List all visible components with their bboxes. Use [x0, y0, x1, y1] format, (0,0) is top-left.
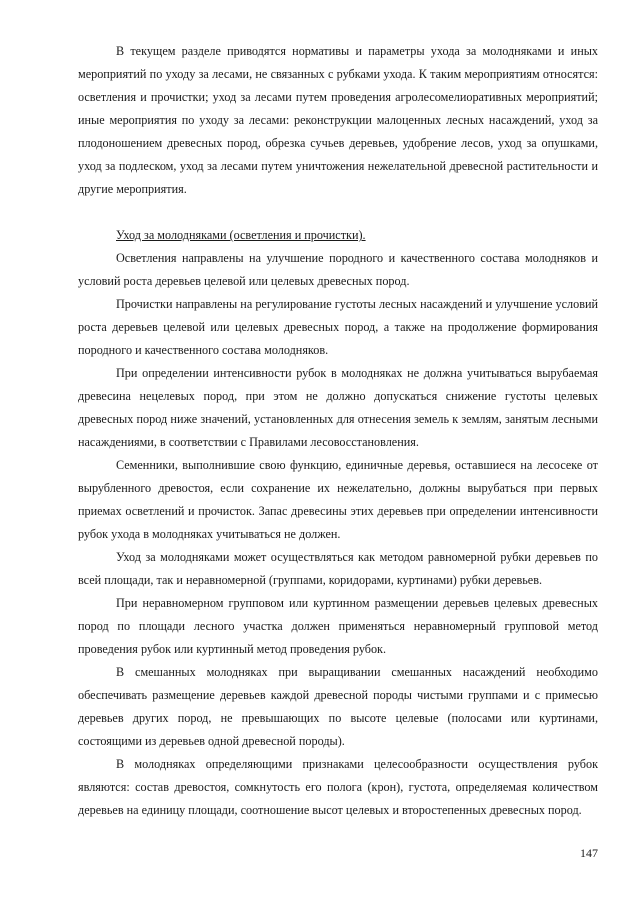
paragraph-smeshannye: В смешанных молодняках при выращивании смешанных насаждений необходимо обеспечивать размещение деревьев каждой древесной породы чистыми группами и с примесью деревьев других пород, не превышающих по высоте целевые (полосами или куртинами, состоящими из деревьев одной древесной породы). [78, 665, 598, 748]
paragraph-intensivnost: При определении интенсивности рубок в молодняках не должна учитываться вырубаемая древесина нецелевых пород, при этом не должно допускаться снижение густоты целевых древесных пород ниже значений, установленных для отнесения земель к землям, занятым лесными насаждениями, в соответствии с Правилами лесовосстановления. [78, 366, 598, 449]
page-number: 147 [580, 846, 598, 860]
paragraph-priznaki: В молодняках определяющими признаками целесообразности осуществления рубок являются: состав древостоя, сомкнутость его полога (крон), густота, определяемая количеством деревьев на единицу площади, соотношение высот целевых и второстепенных древесных пород. [78, 757, 598, 817]
paragraph-semenniki: Семенники, выполнившие свою функцию, единичные деревья, оставшиеся на лесосеке от вырубленного древостоя, если сохранение их нежелательно, должны вырубаться при первых приемах осветлений и прочисток. Запас древесины этих деревьев при определении интенсивности рубок ухода в молодняках учитываться не должен. [78, 458, 598, 541]
paragraph-metod-rubki: Уход за молодняками может осуществляться как методом равномерной рубки деревьев по всей площади, так и неравномерной (группами, коридорами, куртинами) рубки деревьев. [78, 550, 598, 587]
paragraph-prochistki: Прочистки направлены на регулирование густоты лесных насаждений и улучшение условий роста деревьев целевой или целевых древесных пород, а также на продолжение формирования породного и качественного состава молодняков. [78, 297, 598, 357]
document-body [78, 40, 598, 822]
section-heading-row [78, 224, 598, 247]
paragraph-intro: В текущем разделе приводятся нормативы и параметры ухода за молодняками и иных мероприятий по уходу за лесами, не связанных с рубками ухода. К таким мероприятиям относятся: осветления и прочистки; уход за лесами путем проведения агролесомелиоративных мероприятий; иные мероприятия по уходу за лесами: реконструкции малоценных лесных насаждений, уход за плодоношением древесных пород, обрезка сучьев деревьев, удобрение лесов, уход за опушками, уход за подлеском, уход за лесами путем уничтожения нежелательной древесной растительности и другие мероприятия. [78, 44, 598, 196]
paragraph-osvetleniya: Осветления направлены на улучшение породного и качественного состава молодняков и условий роста деревьев целевой или целевых древесных пород. [78, 251, 598, 288]
section-heading: Уход за молодняками (осветления и прочистки). [116, 228, 366, 242]
paragraph-neravnomernoe: При неравномерном групповом или куртинном размещении деревьев целевых древесных пород по площади лесного участка должен применяться неравномерный групповой метод проведения рубок или куртинный метод проведения рубок. [78, 596, 598, 656]
